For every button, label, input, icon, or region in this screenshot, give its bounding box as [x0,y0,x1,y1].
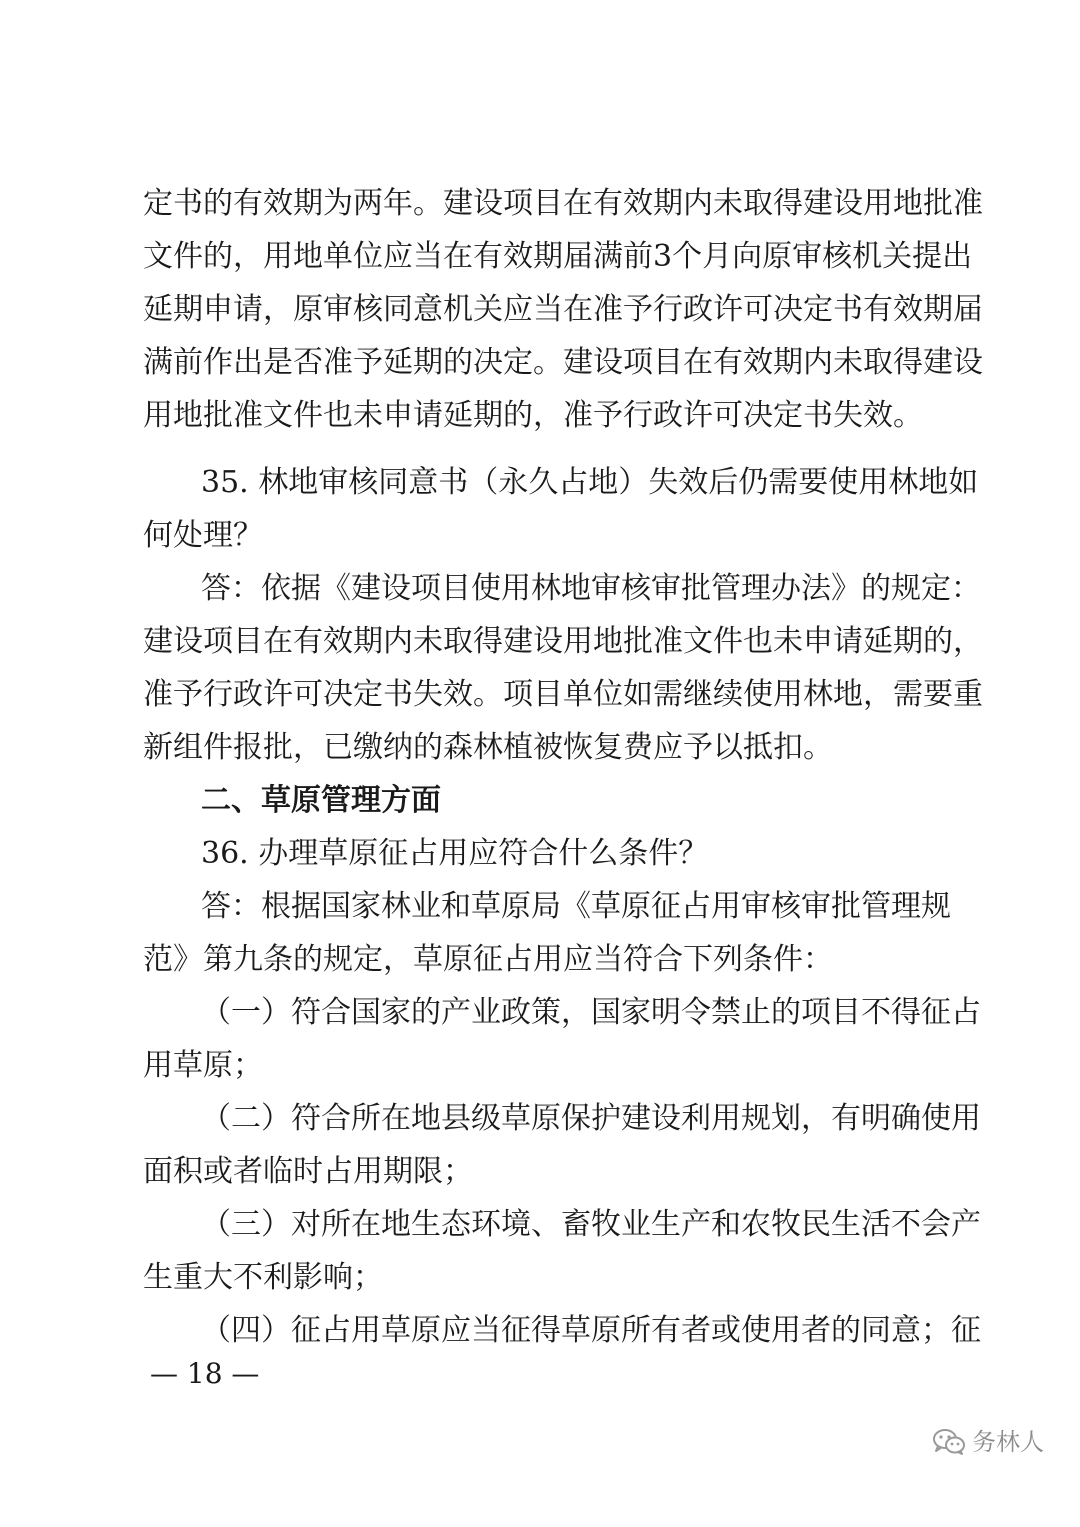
condition-item-cont: 面积或者临时占用期限； [143,1154,473,1189]
condition-item-cont: 用草原； [143,1048,263,1083]
watermark [932,1426,1044,1458]
answer-line: 答：依据《建设项目使用林地审核审批管理办法》的规定： [201,571,981,606]
question-35-title: 35. 林地审核同意书（永久占地）失效后仍需要使用林地如 [201,465,979,500]
watermark-text: 务林人 [972,1428,1044,1456]
answer-line: 建设项目在有效期内未取得建设用地批准文件也未申请延期的， [143,624,983,659]
condition-item: （三）对所在地生态环境、畜牧业生产和农牧民生活不会产 [201,1207,981,1242]
condition-item-cont: 生重大不利影响； [143,1260,383,1295]
question-35-title-cont: 何处理？ [143,518,263,553]
answer-line: 新组件报批，已缴纳的森林植被恢复费应予以抵扣。 [143,730,833,765]
condition-item: （一）符合国家的产业政策，国家明令禁止的项目不得征占 [201,995,981,1030]
paragraph-line: 定书的有效期为两年。建设项目在有效期内未取得建设用地批准 [143,186,983,221]
condition-item: （四）征占用草原应当征得草原所有者或使用者的同意；征 [201,1313,981,1348]
answer-line: 答：根据国家林业和草原局《草原征占用审核审批管理规 [201,889,951,924]
paragraph-line: 文件的，用地单位应当在有效期届满前3个月向原审核机关提出 [143,239,973,274]
condition-item: （二）符合所在地县级草原保护建设利用规划，有明确使用 [201,1101,981,1136]
answer-line: 准予行政许可决定书失效。项目单位如需继续使用林地，需要重 [143,677,983,712]
paragraph-line: 用地批准文件也未申请延期的，准予行政许可决定书失效。 [143,398,923,433]
answer-line: 范》第九条的规定，草原征占用应当符合下列条件： [143,942,833,977]
page-number: — 18 — [150,1357,260,1390]
section-heading: 二、草原管理方面 [201,783,441,818]
question-36-title: 36. 办理草原征占用应符合什么条件？ [201,836,709,871]
wechat-icon [932,1428,966,1456]
paragraph-line: 满前作出是否准予延期的决定。建设项目在有效期内未取得建设 [143,345,983,380]
paragraph-line: 延期申请，原审核同意机关应当在准予行政许可决定书有效期届 [143,292,983,327]
